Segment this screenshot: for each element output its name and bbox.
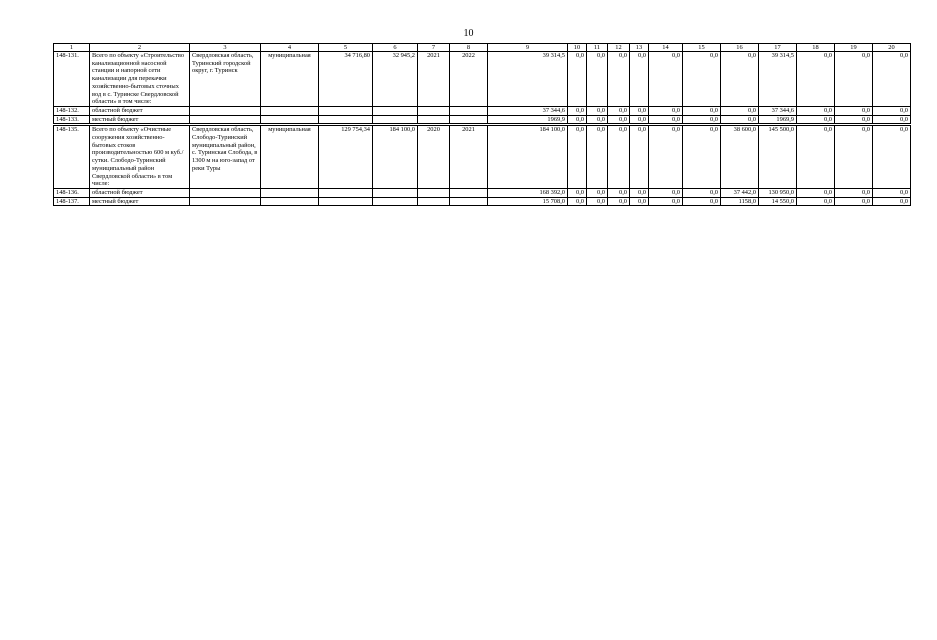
table-cell: 0,0 [649, 115, 683, 124]
table-cell: 0,0 [587, 106, 608, 115]
column-header: 20 [873, 44, 911, 52]
table-cell [261, 106, 319, 115]
table-cell: 0,0 [797, 115, 835, 124]
table-cell: 0,0 [568, 197, 587, 206]
table-cell: 37 344,6 [759, 106, 797, 115]
table-cell: 0,0 [587, 115, 608, 124]
table-cell: 0,0 [649, 197, 683, 206]
table-cell [190, 188, 261, 197]
table-cell: муниципальная [261, 52, 319, 107]
header-row [54, 44, 911, 52]
table-cell: 0,0 [721, 115, 759, 124]
table-cell [418, 115, 450, 124]
table-cell: 168 392,0 [488, 188, 568, 197]
table-cell: 0,0 [608, 52, 630, 107]
table-cell [190, 197, 261, 206]
table-cell: 0,0 [721, 52, 759, 107]
table-cell: 0,0 [649, 188, 683, 197]
table-cell: 0,0 [797, 188, 835, 197]
table-cell: 0,0 [568, 106, 587, 115]
table-cell: 129 754,34 [319, 126, 373, 189]
table-cell: Свердловская область, Туринский городской округ, г. Туринск [190, 52, 261, 107]
table-cell: 0,0 [683, 188, 721, 197]
table-cell: 0,0 [649, 126, 683, 189]
table-cell [418, 106, 450, 115]
table-cell: 0,0 [721, 106, 759, 115]
table-cell [450, 188, 488, 197]
table-body [54, 44, 911, 206]
table-cell: 0,0 [630, 115, 649, 124]
column-header: 18 [797, 44, 835, 52]
table-cell: 0,0 [683, 52, 721, 107]
table-cell [261, 188, 319, 197]
table-cell: 0,0 [873, 52, 911, 107]
table-cell: 1969,9 [488, 115, 568, 124]
table-cell: 14 550,0 [759, 197, 797, 206]
table-cell: 0,0 [630, 52, 649, 107]
column-header: 4 [261, 44, 319, 52]
table-cell: 184 100,0 [488, 126, 568, 189]
column-header: 17 [759, 44, 797, 52]
table-cell: 0,0 [835, 115, 873, 124]
table-row [54, 115, 911, 124]
table-cell: местный бюджет [90, 197, 190, 206]
table-cell [319, 188, 373, 197]
column-header: 14 [649, 44, 683, 52]
table-cell: 0,0 [568, 52, 587, 107]
table-cell: 0,0 [873, 188, 911, 197]
table-cell: 0,0 [683, 106, 721, 115]
table-cell [261, 115, 319, 124]
table-row [54, 197, 911, 206]
table-cell: Свердловская область, Слободо-Туринский муниципальный район, с. Туринская Слобода, в 1300 м на юго-запад от реки Туры [190, 126, 261, 189]
column-header: 10 [568, 44, 587, 52]
column-header: 5 [319, 44, 373, 52]
table-cell: 0,0 [873, 126, 911, 189]
column-header: 19 [835, 44, 873, 52]
column-header: 11 [587, 44, 608, 52]
table-cell: 0,0 [587, 52, 608, 107]
table-cell: 0,0 [587, 188, 608, 197]
table-cell: 0,0 [683, 115, 721, 124]
table-cell: местный бюджет [90, 115, 190, 124]
table-row [54, 188, 911, 197]
table-cell: 0,0 [797, 106, 835, 115]
table-cell: 0,0 [797, 126, 835, 189]
table-cell: 148-135. [54, 126, 90, 189]
table-cell: 0,0 [835, 52, 873, 107]
table-cell: 0,0 [630, 106, 649, 115]
table-cell: 2021 [418, 52, 450, 107]
column-header: 15 [683, 44, 721, 52]
table-cell: 0,0 [608, 188, 630, 197]
table-cell: 39 314,5 [759, 52, 797, 107]
table-cell: 0,0 [835, 197, 873, 206]
table-cell: 0,0 [587, 126, 608, 189]
table-cell: Всего по объекту «Строительство канализационной насосной станции и напорной сети канализации для перекачки хозяйственно-бытовых сточных вод в с. Туринске Свердловской области» в том числе: [90, 52, 190, 107]
table-cell: 0,0 [835, 188, 873, 197]
table-cell: 2021 [450, 126, 488, 189]
column-header: 6 [373, 44, 418, 52]
column-header: 7 [418, 44, 450, 52]
table-cell [261, 197, 319, 206]
table-cell [450, 197, 488, 206]
table-cell: 32 945,2 [373, 52, 418, 107]
table-cell: 2020 [418, 126, 450, 189]
table-cell [418, 197, 450, 206]
table-cell [319, 197, 373, 206]
table-cell [373, 115, 418, 124]
table-cell [373, 188, 418, 197]
table-cell: 184 100,0 [373, 126, 418, 189]
budget-table [53, 43, 911, 206]
table-cell: муниципальная [261, 126, 319, 189]
table-cell [319, 106, 373, 115]
table-cell: 148-137. [54, 197, 90, 206]
table-cell [418, 188, 450, 197]
table-cell: 148-136. [54, 188, 90, 197]
table-cell: 0,0 [797, 197, 835, 206]
table-cell: 0,0 [630, 126, 649, 189]
table-cell: 0,0 [835, 126, 873, 189]
table-cell: 0,0 [568, 126, 587, 189]
table-cell: 1969,9 [759, 115, 797, 124]
table-cell: 0,0 [630, 188, 649, 197]
table-cell: 0,0 [835, 106, 873, 115]
table-row [54, 52, 911, 107]
table-cell: 0,0 [630, 197, 649, 206]
table-cell [450, 115, 488, 124]
table-cell: 37 442,0 [721, 188, 759, 197]
table-cell: 148-132. [54, 106, 90, 115]
column-header: 12 [608, 44, 630, 52]
column-header: 13 [630, 44, 649, 52]
table-cell [373, 197, 418, 206]
table-cell: 2022 [450, 52, 488, 107]
table-row [54, 106, 911, 115]
column-header: 16 [721, 44, 759, 52]
table-cell: 0,0 [797, 52, 835, 107]
table-cell: 34 716,80 [319, 52, 373, 107]
table-cell: 145 500,0 [759, 126, 797, 189]
table-cell: 0,0 [649, 52, 683, 107]
column-header: 2 [90, 44, 190, 52]
table-cell: 0,0 [608, 106, 630, 115]
table-cell: 15 708,0 [488, 197, 568, 206]
table-cell: 0,0 [873, 197, 911, 206]
column-header: 8 [450, 44, 488, 52]
table-cell [373, 106, 418, 115]
column-header: 3 [190, 44, 261, 52]
table-cell [190, 115, 261, 124]
table-cell: 0,0 [873, 106, 911, 115]
column-header: 9 [488, 44, 568, 52]
table-cell: 37 344,6 [488, 106, 568, 115]
table-cell: областной бюджет [90, 188, 190, 197]
table-cell [190, 106, 261, 115]
page-number: 10 [463, 28, 474, 39]
table-cell: 0,0 [568, 188, 587, 197]
table-cell: 0,0 [568, 115, 587, 124]
table-cell [450, 106, 488, 115]
table-cell: 39 314,5 [488, 52, 568, 107]
table-cell: 0,0 [587, 197, 608, 206]
table-cell: 0,0 [608, 197, 630, 206]
table-cell: областной бюджет [90, 106, 190, 115]
table-cell: 0,0 [873, 115, 911, 124]
table-cell: Всего по объекту «Очистные сооружения хозяйственно-бытовых стоков производительностью 600 м куб./сутки. Слободо-Туринский муниципальный район Свердловской области» в том числе: [90, 126, 190, 189]
column-header: 1 [54, 44, 90, 52]
table-cell: 38 600,0 [721, 126, 759, 189]
table-cell [319, 115, 373, 124]
table-cell: 0,0 [683, 197, 721, 206]
table-cell: 0,0 [608, 126, 630, 189]
table-cell: 1158,0 [721, 197, 759, 206]
table-cell: 148-131. [54, 52, 90, 107]
table-cell: 148-133. [54, 115, 90, 124]
table-row [54, 126, 911, 189]
table-cell: 130 950,0 [759, 188, 797, 197]
table-cell: 0,0 [683, 126, 721, 189]
table-cell: 0,0 [608, 115, 630, 124]
table-cell: 0,0 [649, 106, 683, 115]
